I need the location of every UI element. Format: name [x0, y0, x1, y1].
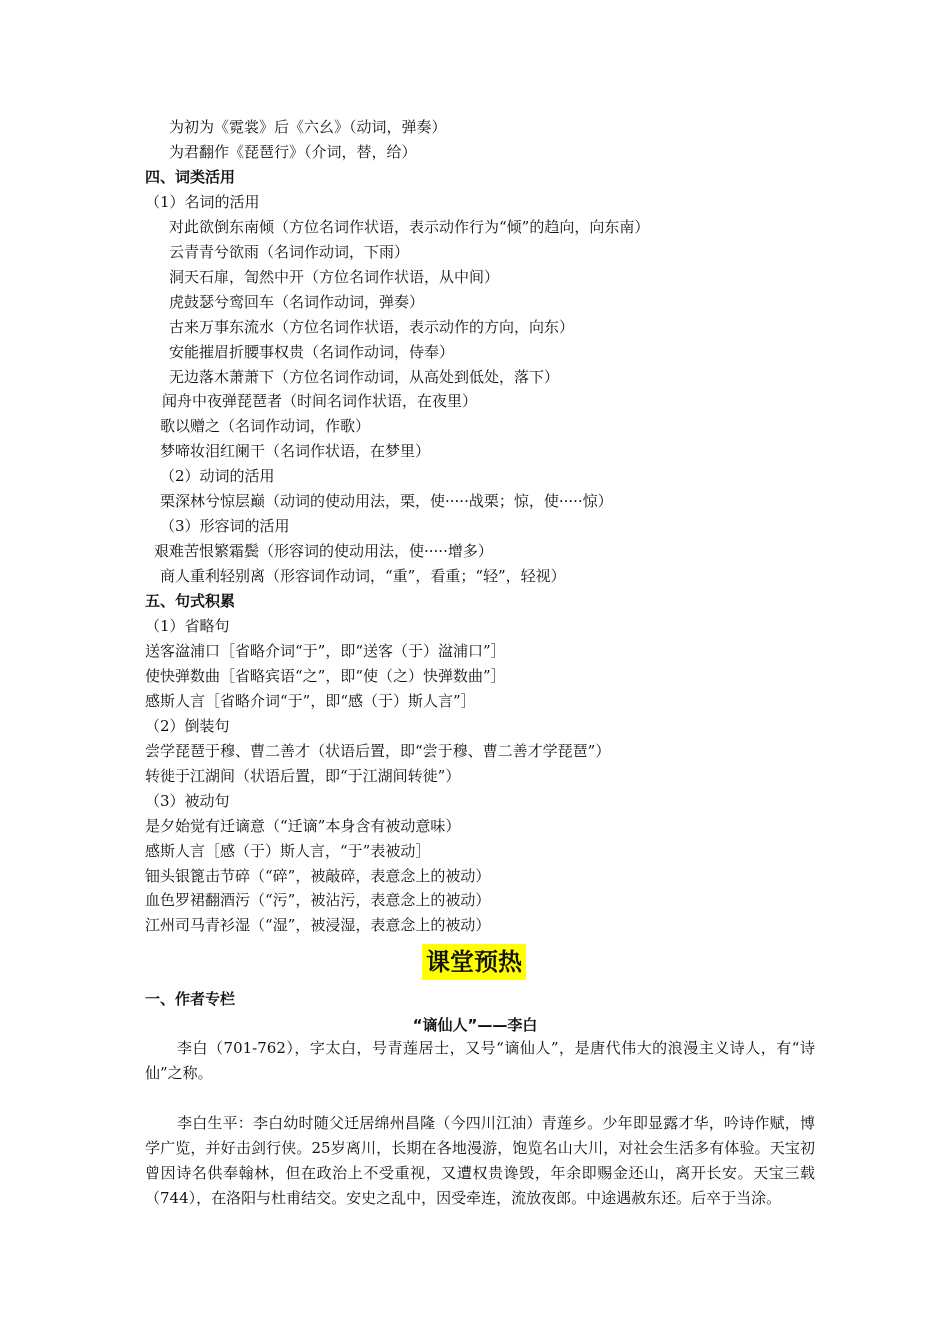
paragraph-text: 李白生平：李白幼时随父迁居绵州昌隆（今四川江油）青莲乡。少年即显露才华，吟诗作赋，博学广览，并好击剑行侠。25岁离川，长期在各地漫游，饱览名山大川，对社会生活多有体验。天宝初曾因诗名供奉翰林，但在政治上不受重视，又遭权贵谗毁，年余即赐金还山，离开长安。天宝三载（744），在洛阳与杜甫结交。安史之乱中，因受牵连，流放夜郎。中途遇赦东还。后卒于当涂。	[145, 1114, 815, 1207]
text-line: 无边落木萧萧下（方位名词作动词，从高处到低处，落下）	[169, 367, 560, 386]
text-line: 对此欲倒东南倾（方位名词作状语，表示动作行为“倾”的趋向，向东南）	[169, 217, 650, 236]
text-line: 送客湓浦口［省略介词“于”，即“送客（于）湓浦口”］	[145, 641, 506, 660]
text-line: 为君翻作《琵琶行》（介词，替，给）	[169, 142, 417, 161]
text-line: 艰难苦恨繁霜鬓（形容词的使动用法，使·····增多）	[154, 542, 493, 561]
text-line: 感斯人言［省略介词“于”，即“感（于）斯人言”］	[145, 691, 476, 710]
text-line: （2）动词的活用	[160, 467, 275, 486]
author-intro-paragraph	[145, 1036, 815, 1086]
text-line: 歌以赠之（名词作动词，作歌）	[160, 417, 371, 436]
text-line: 虎鼓瑟兮鸾回车（名词作动词，弹奏）	[169, 292, 425, 311]
text-line: （1）省略句	[145, 617, 230, 635]
paragraph-text: 李白（701-762），字太白，号青莲居士，又号“谪仙人”，是唐代伟大的浪漫主义诗人，有“诗仙”之称。	[145, 1039, 815, 1082]
author-subtitle: “谪仙人”——李白	[412, 1016, 538, 1034]
text-line: （3）被动句	[145, 791, 230, 810]
section-heading-author: 一、作者专栏	[145, 990, 236, 1008]
text-line: （3）形容词的活用	[160, 517, 290, 536]
text-line: 古来万事东流水（方位名词作状语，表示动作的方向，向东）	[169, 317, 575, 336]
text-line: 使快弹数曲［省略宾语“之”，即“使（之）快弹数曲”］	[145, 666, 506, 685]
section-banner: 课堂预热	[422, 944, 526, 980]
text-line: 闻舟中夜弹琵琶者（时间名词作状语，在夜里）	[162, 392, 478, 411]
author-life-paragraph	[145, 1111, 815, 1211]
text-line: 血色罗裙翻酒污（“污”，被沾污，表意念上的被动）	[145, 891, 491, 910]
text-line: 感斯人言［感（于）斯人言，“于”表被动］	[145, 841, 431, 860]
text-line: 是夕始觉有迁谪意（“迁谪”本身含有被动意味）	[145, 816, 461, 835]
text-line: 安能摧眉折腰事权贵（名词作动词，侍奉）	[169, 342, 455, 361]
text-line: 转徙于江湖间（状语后置，即“于江湖间转徙”）	[145, 766, 461, 785]
text-line: 商人重利轻别离（形容词作动词，“重”，看重；“轻”，轻视）	[160, 567, 566, 586]
text-line: 江州司马青衫湿（“湿”，被浸湿，表意念上的被动）	[145, 916, 491, 935]
text-line: 尝学琵琶于穆、曹二善才（状语后置，即“尝于穆、曹二善才学琵琶”）	[145, 741, 611, 760]
text-line: （2）倒装句	[145, 716, 230, 735]
text-line: 洞天石扉，訇然中开（方位名词作状语，从中间）	[169, 267, 500, 286]
text-line: 栗深林兮惊层巅（动词的使动用法，栗，使·····战栗；惊，使·····惊）	[160, 492, 613, 511]
text-line: 云青青兮欲雨（名词作动词，下雨）	[169, 242, 410, 261]
text-line: （1）名词的活用	[145, 192, 260, 211]
section-heading: 五、句式积累	[145, 592, 236, 611]
text-line: 钿头银篦击节碎（“碎”，被敲碎，表意念上的被动）	[145, 866, 491, 885]
section-heading: 四、词类活用	[145, 167, 236, 186]
text-line: 为初为《霓裳》后《六幺》（动词，弹奏）	[169, 118, 447, 136]
text-line: 梦啼妆泪红阑干（名词作状语，在梦里）	[160, 442, 431, 461]
